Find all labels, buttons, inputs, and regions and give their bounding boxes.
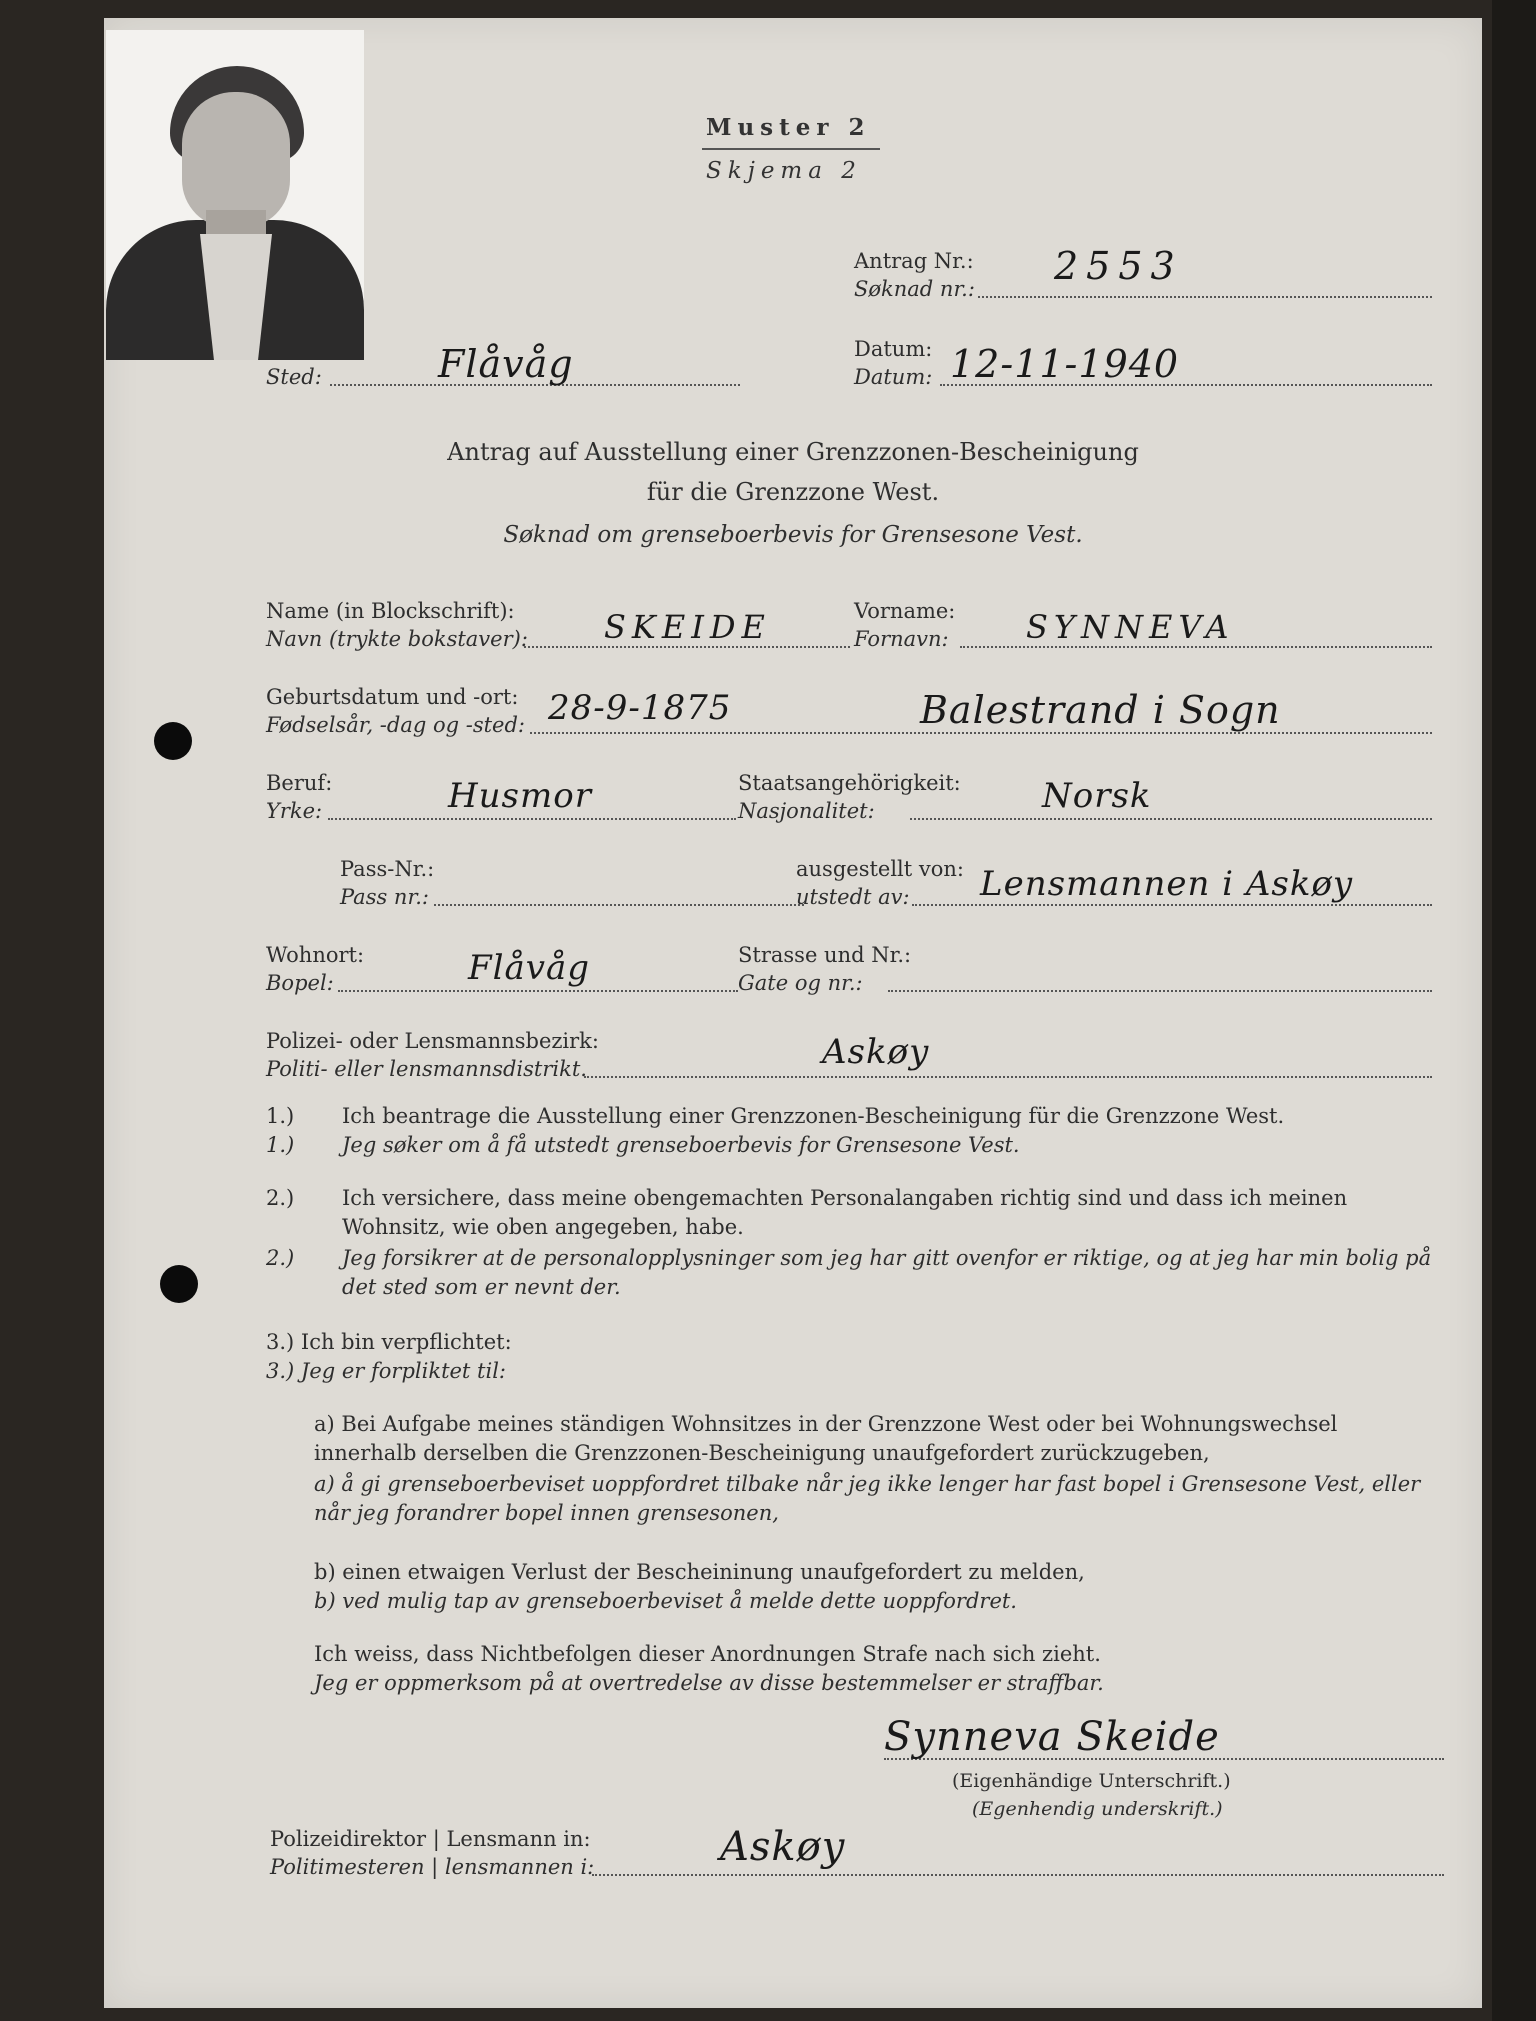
residence-value[interactable]: Flåvåg (468, 948, 590, 988)
clause2-no: Jeg forsikrer at de personalopplysninger som jeg har gitt ovenfor er riktige, og at jeg har min bolig på det sted som er nevnt der. (342, 1246, 1432, 1299)
place-label: Sted: (266, 365, 322, 389)
scan-background (1492, 0, 1536, 2021)
firstname-label-no: Fornavn: (854, 627, 949, 651)
clause3b-de: b) einen etwaigen Verlust der Bescheininung unaufgefordert zu melden, (314, 1560, 1085, 1584)
date-label-no: Datum: (854, 365, 933, 389)
application-no-label-de: Antrag Nr.: (854, 249, 974, 273)
birth-line (530, 732, 1432, 734)
title-divider (702, 148, 880, 150)
district-label-no: Politi- eller lensmannsdistrikt. (266, 1057, 587, 1081)
street-label-de: Strasse und Nr.: (738, 943, 912, 967)
clause2-number-no: 2.) (266, 1246, 295, 1270)
firstname-value[interactable]: SYNNEVA (1026, 608, 1235, 646)
district-value[interactable]: Askøy (822, 1032, 930, 1072)
birth-date-value[interactable]: 28-9-1875 (548, 688, 732, 728)
nationality-line (910, 818, 1432, 820)
name-label-de: Name (in Blockschrift): (266, 599, 515, 623)
heading-no: Søknad om grenseboerbevis for Grensesone Vest. (503, 522, 1083, 548)
issued-by-label-no: utstedt av: (796, 885, 910, 909)
application-no-value[interactable]: 2553 (1054, 244, 1183, 288)
signature-value[interactable]: Synneva Skeide (884, 1714, 1220, 1760)
punch-hole-top (154, 722, 192, 760)
residence-line (338, 990, 738, 992)
heading-line1: Antrag auf Ausstellung einer Grenzzonen-Bescheinigung (447, 438, 1139, 466)
firstname-label-de: Vorname: (854, 599, 956, 623)
birth-place-value[interactable]: Balestrand i Sogn (920, 688, 1281, 732)
nationality-label-de: Staatsangehörigkeit: (738, 771, 961, 795)
form-title-no: Skjema 2 (706, 158, 862, 184)
street-label-no: Gate og nr.: (738, 971, 863, 995)
place-value[interactable]: Flåvåg (438, 342, 574, 386)
warning-de: Ich weiss, dass Nichtbefolgen dieser Anordnungen Strafe nach sich zieht. (314, 1642, 1101, 1666)
residence-label-de: Wohnort: (266, 943, 365, 967)
clause1-no: Jeg søker om å få utstedt grenseboerbevis for Grensesone Vest. (342, 1133, 1020, 1157)
name-line (524, 646, 850, 648)
passport-label-no: Pass nr.: (340, 885, 429, 909)
residence-label-no: Bopel: (266, 971, 334, 995)
signature-label-de: (Eigenhändige Unterschrift.) (952, 1770, 1231, 1792)
authority-label-no: Politimesteren | lensmannen i: (270, 1855, 595, 1879)
application-no-label-no: Søknad nr.: (854, 277, 975, 301)
occupation-label-de: Beruf: (266, 771, 333, 795)
punch-hole-bottom (160, 1265, 198, 1303)
occupation-label-no: Yrke: (266, 799, 323, 823)
nationality-label-no: Nasjonalitet: (738, 799, 875, 823)
date-label-de: Datum: (854, 337, 933, 361)
authority-label-de: Polizeidirektor | Lensmann in: (270, 1827, 591, 1851)
authority-line (592, 1874, 1444, 1876)
warning-no: Jeg er oppmerksom på at overtredelse av disse bestemmelser er straffbar. (314, 1671, 1104, 1695)
street-line (888, 990, 1432, 992)
issued-by-label-de: ausgestellt von: (796, 857, 964, 881)
clause1-number-de: 1.) (266, 1104, 295, 1128)
application-no-line (978, 296, 1432, 298)
passport-label-de: Pass-Nr.: (340, 857, 435, 881)
occupation-line (328, 818, 736, 820)
district-line (584, 1076, 1432, 1078)
birth-label-de: Geburtsdatum und -ort: (266, 685, 519, 709)
clause1-de: Ich beantrage die Ausstellung einer Grenzzonen-Bescheinigung für die Grenzzone West. (342, 1104, 1285, 1128)
clause3b-no: b) ved mulig tap av grenseboerbeviset å melde dette uoppfordret. (314, 1589, 1017, 1613)
occupation-value[interactable]: Husmor (448, 776, 592, 816)
issued-by-value[interactable]: Lensmannen i Askøy (980, 864, 1354, 904)
clause3-de: 3.) Ich bin verpflichtet: (266, 1330, 512, 1354)
clause1-number-no: 1.) (266, 1133, 295, 1157)
firstname-line (960, 646, 1432, 648)
district-label-de: Polizei- oder Lensmannsbezirk: (266, 1029, 599, 1053)
clause3a-no: a) å gi grenseboerbeviset uoppfordret tilbake når jeg ikke lenger har fast bopel i Grensesone Vest, eller når jeg forandrer bopel innen grensesonen, (314, 1472, 1421, 1525)
name-value[interactable]: SKEIDE (604, 608, 771, 646)
date-value[interactable]: 12-11-1940 (950, 342, 1180, 386)
clause3-no: 3.) Jeg er forpliktet til: (266, 1359, 506, 1383)
clause2-number-de: 2.) (266, 1186, 295, 1210)
issued-by-line (912, 904, 1432, 906)
birth-label-no: Fødselsår, -dag og -sted: (266, 713, 526, 737)
clause3a-de: a) Bei Aufgabe meines ständigen Wohnsitzes in der Grenzzone West oder bei Wohnungswechsel innerhalb derselben die Grenzzonen-Bescheinigung unaufgefordert zurückzugeben, (314, 1412, 1338, 1465)
signature-label-no: (Egenhendig underskrift.) (972, 1798, 1223, 1820)
name-label-no: Navn (trykte bokstaver): (266, 627, 528, 651)
form-title-de: Muster 2 (706, 114, 871, 141)
nationality-value[interactable]: Norsk (1042, 776, 1152, 816)
passport-line (434, 904, 804, 906)
clause2-de: Ich versichere, dass meine obengemachten Personalangaben richtig sind und dass ich meinen Wohnsitz, wie oben angegeben, habe. (342, 1186, 1348, 1239)
heading-line2: für die Grenzzone West. (646, 478, 940, 506)
form-sheet (104, 18, 1482, 2008)
authority-value[interactable]: Askøy (720, 1824, 846, 1870)
applicant-photo (106, 30, 364, 360)
